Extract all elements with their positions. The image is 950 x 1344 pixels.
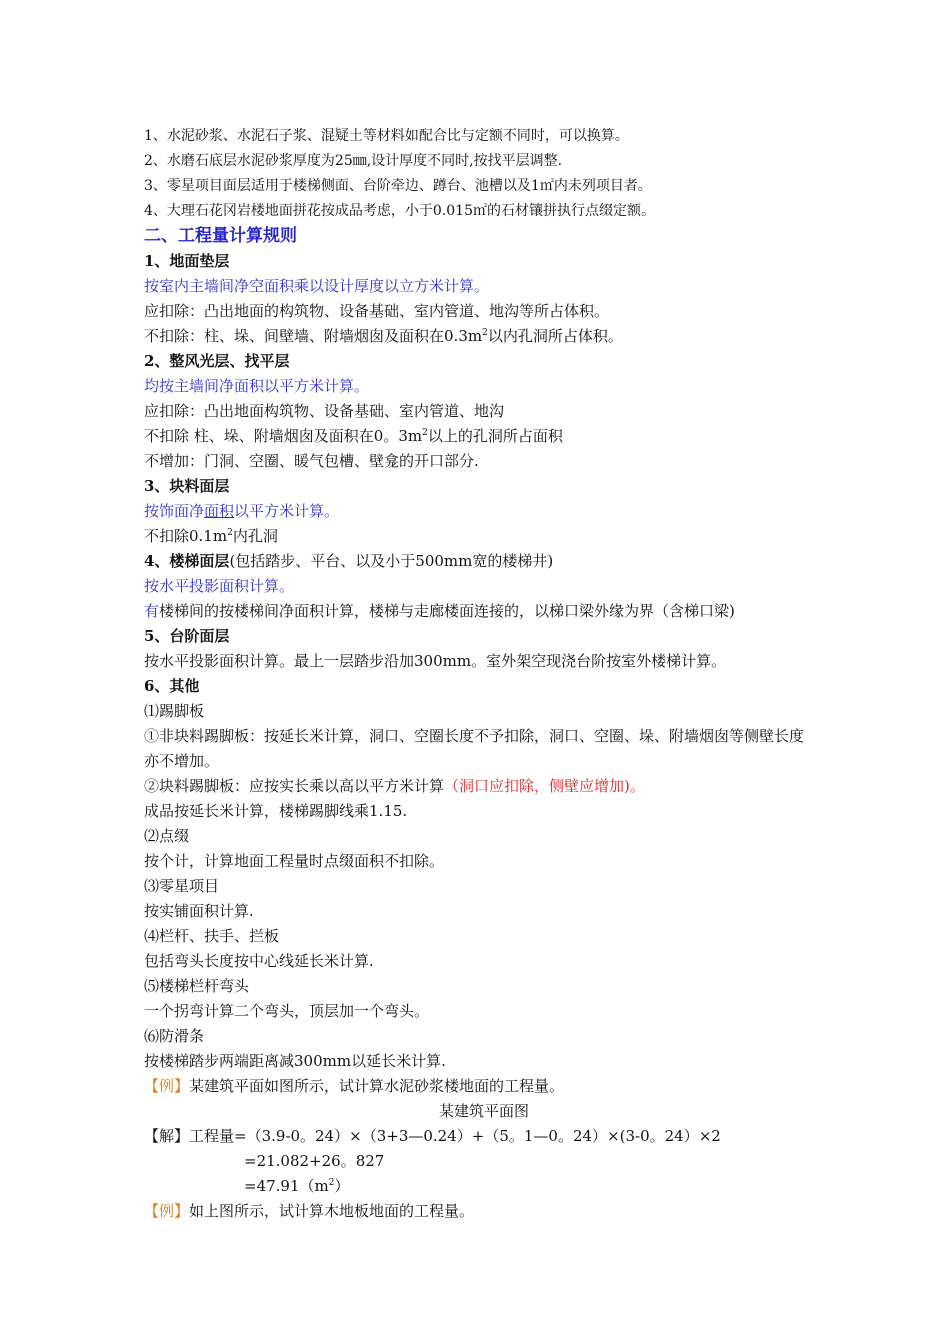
kick-rule-2	[144, 774, 824, 799]
misc-title: ⑶零星项目	[144, 877, 220, 895]
section-title: 二、工程量计算规则	[144, 226, 297, 246]
rail-title: ⑷栏杆、扶手、拦板	[144, 927, 280, 945]
s2-nodeduct	[144, 424, 824, 449]
s3-nodeduct	[144, 524, 824, 549]
s3-rule-underline: 面积	[204, 502, 235, 520]
solution-line-3-sup: 2	[328, 1178, 335, 1188]
s1-nodeduct-sup: 2	[482, 328, 488, 338]
s2-nodeduct-sup: 2	[422, 428, 428, 438]
s3-rule	[144, 499, 824, 524]
s1-nodeduct	[144, 324, 824, 349]
s1-deduct: 应扣除：凸出地面的构筑物、设备基础、室内管道、地沟等所占体积。	[144, 302, 610, 320]
s2-noadd: 不增加：门洞、空圈、暖气包槽、壁龛的开口部分.	[144, 452, 479, 470]
s4-detail	[144, 599, 824, 624]
solution-line-1	[144, 1124, 824, 1149]
s2-nodeduct-a: 不扣除 柱、垛、附墙烟囱及面积在0。3m	[144, 427, 423, 445]
s3-rule-a: 按饰面净	[144, 502, 205, 520]
solution-line-2: =21.082+26。827	[244, 1152, 385, 1170]
kick-title: ⑴踢脚板	[144, 702, 205, 720]
dot-title: ⑵点缀	[144, 827, 190, 845]
kick-rule-1: ①非块料踢脚板：按延长米计算，洞口、空圈长度不予扣除，洞口、空圈、垛、附墙烟囱等侧壁长度亦不增加。	[144, 727, 805, 770]
s3-nodeduct-sup: 2	[227, 528, 233, 538]
kick-rule-2b: （洞口应扣除，侧壁应增加)。	[444, 777, 645, 795]
solution-line-3b: ）	[334, 1177, 350, 1195]
s5-rule: 按水平投影面积计算。最上一层踏步沿加300mm。室外架空现浇台阶按室外楼梯计算。	[144, 652, 727, 670]
bend-rule: 一个拐弯计算二个弯头，顶层加一个弯头。	[144, 1002, 430, 1020]
s3-nodeduct-b: 内孔洞	[232, 527, 278, 545]
s1-title: 1、地面垫层	[144, 252, 230, 270]
dot-rule: 按个计，计算地面工程量时点缀面积不扣除。	[144, 852, 445, 870]
note-1: 1、水泥砂浆、水泥石子浆、混疑土等材料如配合比与定额不同时，可以换算。	[144, 128, 629, 144]
rail-rule: 包括弯头长度按中心线延长米计算.	[144, 952, 374, 970]
note-3: 3、零星项目面层适用于楼梯侧面、台阶牵边、蹲台、池槽以及1㎡内未列项目者。	[144, 178, 652, 194]
slip-title: ⑹防滑条	[144, 1027, 205, 1045]
example-2-text: 如上图所示，试计算木地板地面的工程量。	[189, 1202, 475, 1220]
s4-detail-blue: 有	[144, 602, 160, 620]
bend-title: ⑸楼梯栏杆弯头	[144, 977, 250, 995]
document-content	[144, 124, 824, 1224]
s3-nodeduct-a: 不扣除0.1m	[144, 527, 228, 545]
solution-line-3a: =47.91（m	[244, 1177, 329, 1195]
s2-title: 2、整风光层、找平层	[144, 352, 290, 370]
note-2: 2、水磨石底层水泥砂浆厚度为25㎜,设计厚度不同时,按找平层调整.	[144, 153, 563, 169]
slip-rule: 按楼梯踏步两端距离减300mm以延长米计算.	[144, 1052, 446, 1070]
s5-title: 5、台阶面层	[144, 627, 230, 645]
s3-rule-b: 以平方米计算。	[234, 502, 340, 520]
example-2	[144, 1199, 824, 1224]
figure-caption: 某建筑平面图	[438, 1102, 529, 1120]
s1-nodeduct-b: 以内孔洞所占体积。	[487, 327, 623, 345]
s4-title-note: (包括踏步、平台、以及小于500mm宽的楼梯井)	[229, 552, 554, 570]
s4-title-line	[144, 549, 824, 574]
s2-nodeduct-b: 以上的孔洞所占面积	[427, 427, 563, 445]
s4-rule: 按水平投影面积计算。	[144, 577, 295, 595]
s2-rule: 均按主墙间净面积以平方米计算。	[144, 377, 370, 395]
misc-rule: 按实铺面积计算.	[144, 902, 254, 920]
solution-line-1-text: 工程量=（3.9-0。24）×（3+3—0.24）+（5。1—0。24）×(3-0。24）×2	[189, 1127, 721, 1145]
kick-rule-2a: ②块料踢脚板：应按实长乘以高以平方米计算	[144, 777, 445, 795]
solution-tag: 【解】	[144, 1127, 190, 1145]
example-1-tag: 【例】	[144, 1077, 190, 1095]
example-2-tag: 【例】	[144, 1202, 190, 1220]
s1-rule: 按室内主墙间净空面积乘以设计厚度以立方米计算。	[144, 277, 490, 295]
s1-nodeduct-a: 不扣除：柱、垛、间壁墙、附墙烟囱及面积在0.3m	[144, 327, 483, 345]
s4-detail-text: 楼梯间的按楼梯间净面积计算，楼梯与走廊楼面连接的，以梯口梁外缘为界（含梯口梁)	[159, 602, 735, 620]
example-1	[144, 1074, 824, 1099]
s3-title: 3、块料面层	[144, 477, 230, 495]
s6-title: 6、其他	[144, 677, 200, 695]
s4-title: 4、楼梯面层	[144, 552, 230, 570]
example-1-text: 某建筑平面如图所示，试计算水泥砂浆楼地面的工程量。	[189, 1077, 565, 1095]
solution-line-3	[144, 1174, 824, 1199]
s2-deduct: 应扣除：凸出地面构筑物、设备基础、室内管道、地沟	[144, 402, 505, 420]
note-4: 4、大理石花冈岩楼地面拼花按成品考虑，小于0.015㎡的石材镶拼执行点缀定额。	[144, 203, 655, 219]
kick-rule-3: 成品按延长米计算，楼梯踢脚线乘1.15.	[144, 802, 408, 820]
